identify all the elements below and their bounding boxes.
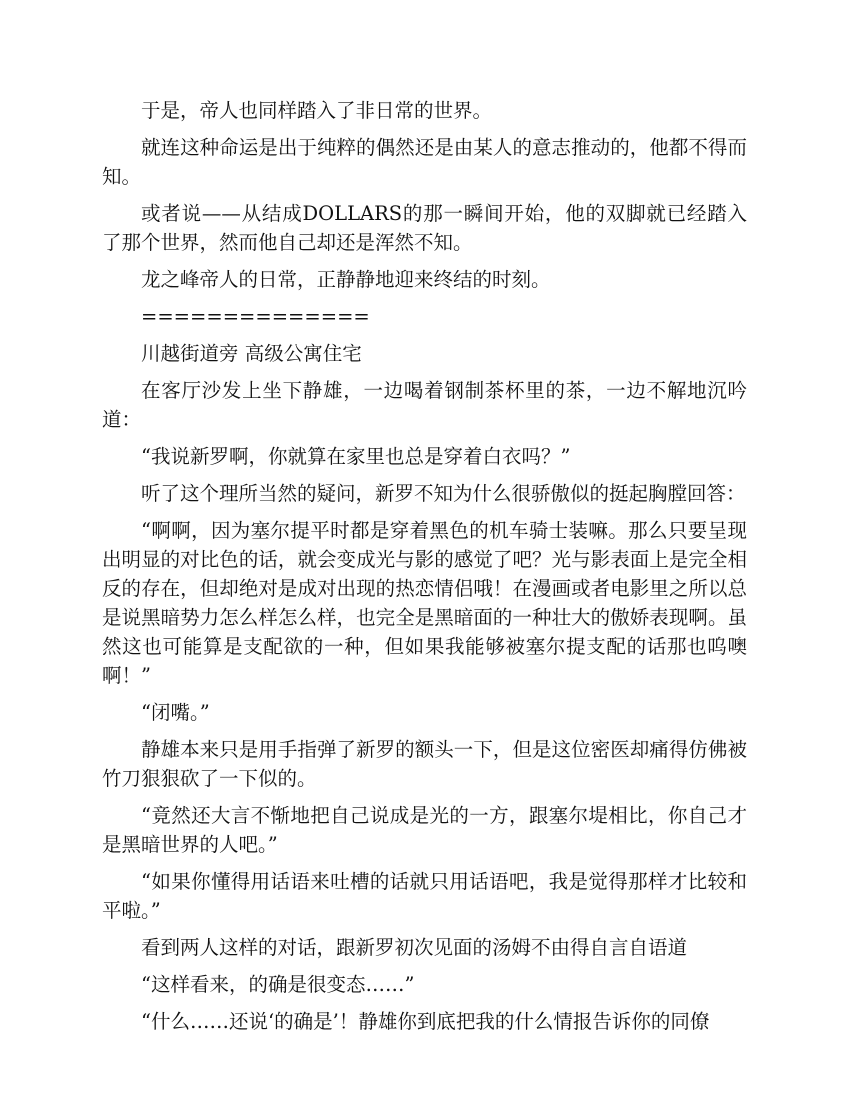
paragraph: 于是，帝人也同样踏入了非日常的世界。 bbox=[141, 99, 493, 122]
dialogue-line: “什么……还说‘的确是’！静雄你到底把我的什么情报告诉你的同僚 bbox=[141, 1010, 710, 1033]
paragraph: 龙之峰帝人的日常，正静静地迎来终结的时刻。 bbox=[141, 268, 551, 291]
paragraph: 静雄本来只是用手指弹了新罗的额头一下，但是这位密医却痛得仿佛被竹刀狠狠砍了一下似的。 bbox=[102, 738, 747, 790]
paragraph: 就连这种命运是出于纯粹的偶然还是由某人的意志推动的，他都不得而知。 bbox=[102, 136, 747, 188]
dialogue-line: “这样看来，的确是很变态……” bbox=[141, 973, 415, 996]
dialogue-line: “啊啊，因为塞尔提平时都是穿着黑色的机车骑士装嘛。那么只要呈现出明显的对比色的话，就会变成光与影的感觉了吧？光与影表面上是完全相反的存在，但却绝对是成对出现的热恋情侣哦！在漫画或者电影里之所以总是说黑暗势力怎么样怎么样，也完全是黑暗面的一种壮大的傲娇表现啊。虽然这也可能算是支配欲的一种，但如果我能够被塞尔提支配的话那也呜噢啊！” bbox=[102, 519, 747, 687]
paragraph: 在客厅沙发上坐下静雄，一边喝着钢制茶杯里的茶，一边不解地沉吟道： bbox=[102, 379, 747, 431]
paragraph: 或者说——从结成DOLLARS的那一瞬间开始，他的双脚就已经踏入了那个世界，然而他自己却还是浑然不知。 bbox=[102, 202, 747, 254]
scene-location: 川越街道旁 高级公寓住宅 bbox=[141, 342, 362, 365]
document-page bbox=[102, 96, 747, 1044]
paragraph: 听了这个理所当然的疑问，新罗不知为什么很骄傲似的挺起胸膛回答： bbox=[141, 482, 746, 505]
dialogue-line: “闭嘴。” bbox=[141, 701, 210, 724]
dialogue-line: “竟然还大言不惭地把自己说成是光的一方，跟塞尔堤相比，你自己才是黑暗世界的人吧。” bbox=[102, 804, 747, 856]
section-divider: ============== bbox=[141, 305, 370, 328]
dialogue-line: “如果你懂得用话语来吐槽的话就只用话语吧，我是觉得那样才比较和平啦。” bbox=[102, 870, 747, 922]
dialogue-line: “我说新罗啊，你就算在家里也总是穿着白衣吗？” bbox=[141, 445, 571, 468]
paragraph: 看到两人这样的对话，跟新罗初次见面的汤姆不由得自言自语道 bbox=[141, 936, 688, 959]
